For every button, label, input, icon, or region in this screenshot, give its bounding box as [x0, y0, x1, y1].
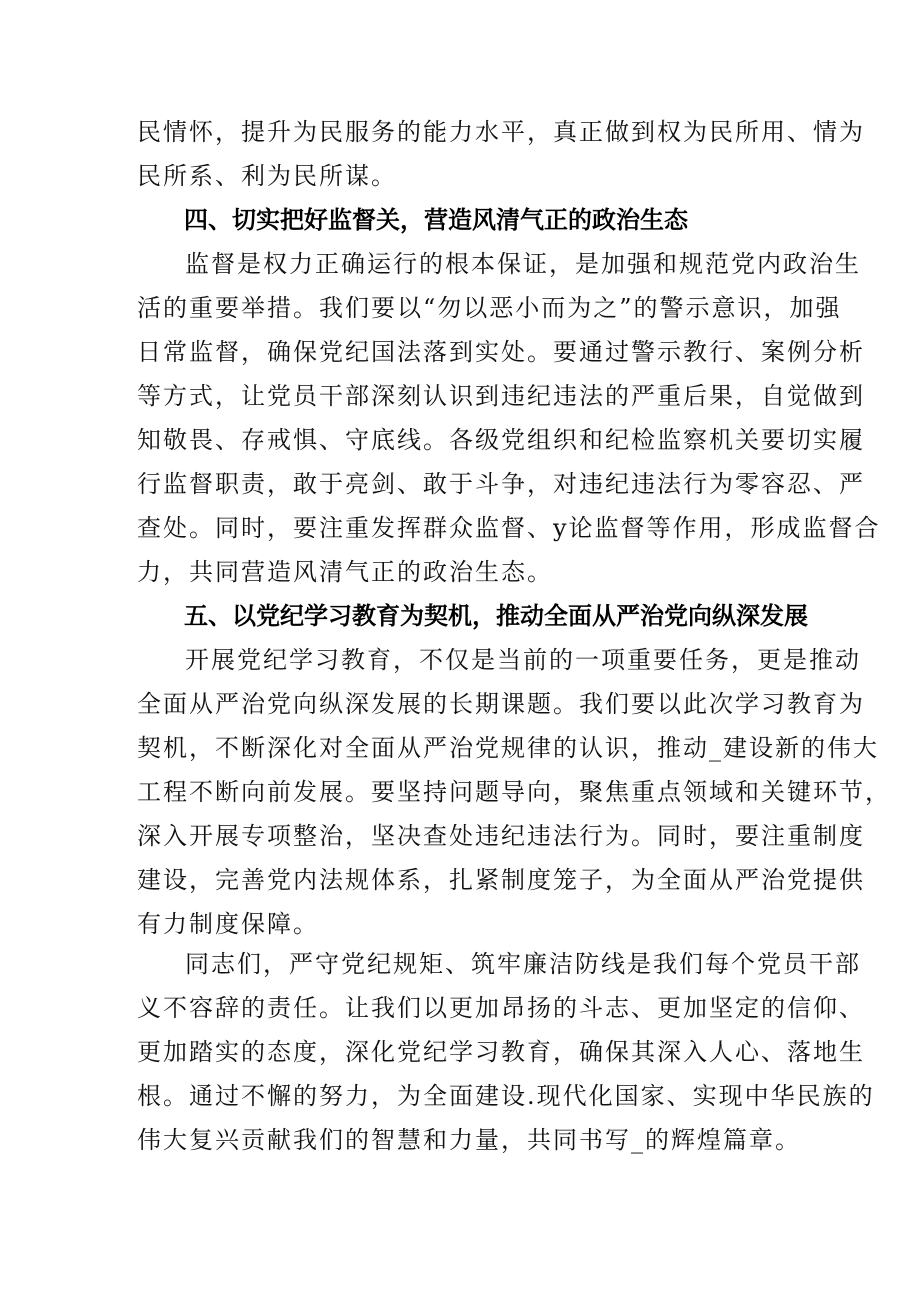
closing-line-5: 伟大复兴贡献我们的智慧和力量，共同书写_的辉煌篇章。: [137, 1126, 801, 1154]
section-five-line-6: 建设，完善党内法规体系，扎紧制度笼子，为全面从严治党提供: [137, 866, 865, 894]
section-four-line-6: 行监督职责，敢于亮剑、敢于斗争，对违纪违法行为零容忍、严: [137, 470, 865, 498]
closing-line-3: 更加踏实的态度，深化党纪学习教育，确保其深入人心、落地生: [137, 1038, 865, 1066]
intro-paragraph: [137, 110, 865, 198]
section-five-line-2: 全面从严治党向纵深发展的长期课题。我们要以此次学习教育为: [137, 690, 865, 718]
intro-line-1: 民情怀，提升为民服务的能力水平，真正做到权为民所用、情为: [137, 118, 865, 146]
section-five-line-5: 深入开展专项整治，坚决查处违纪违法行为。同时，要注重制度: [137, 822, 865, 850]
section-four-paragraph: [137, 242, 881, 594]
section-five-line-3: 契机，不断深化对全面从严治党规律的认识，推动_建设新的伟大: [137, 734, 879, 762]
section-four-line-4: 等方式，让党员干部深刻认识到违纪违法的严重后果，自觉做到: [137, 382, 865, 410]
section-four-heading: 四、切实把好监督关，营造风清气正的政治生态: [184, 206, 688, 234]
intro-line-2: 民所系、利为民所谋。: [137, 162, 397, 190]
section-four-line-5: 知敬畏、存戒惧、守底线。各级党组织和纪检监察机关要切实履: [137, 426, 865, 454]
closing-paragraph: [137, 942, 875, 1162]
closing-line-1: 同志们，严守党纪规矩、筑牢廉洁防线是我们每个党员干部: [185, 950, 861, 978]
section-four-line-7: 查处。同时，要注重发挥群众监督、y论监督等作用，形成监督合: [137, 514, 881, 542]
section-five-line-4: 工程不断向前发展。要坚持问题导向，聚焦重点领域和关键环节，: [137, 778, 891, 806]
section-five-line-1: 开展党纪学习教育，不仅是当前的一项重要任务，更是推动: [185, 646, 861, 674]
section-four-line-8: 力，共同营造风清气正的政治生态。: [137, 558, 553, 586]
section-five-line-7: 有力制度保障。: [137, 910, 319, 938]
section-five-heading: 五、以党纪学习教育为契机，推动全面从严治党向纵深发展: [184, 602, 808, 630]
section-four-line-2: 活的重要举措。我们要以“勿以恶小而为之”的警示意识，加强: [137, 294, 842, 322]
section-four-line-3: 日常监督，确保党纪国法落到实处。要通过警示教行、案例分析: [137, 338, 865, 366]
section-five-paragraph: [137, 638, 891, 946]
closing-line-4: 根。通过不懈的努力，为全面建设.现代化国家、实现中华民族的: [137, 1082, 875, 1110]
section-four-line-1: 监督是权力正确运行的根本保证，是加强和规范党内政治生: [185, 250, 861, 278]
closing-line-2: 义不容辞的责任。让我们以更加昂扬的斗志、更加坚定的信仰、: [137, 994, 865, 1022]
